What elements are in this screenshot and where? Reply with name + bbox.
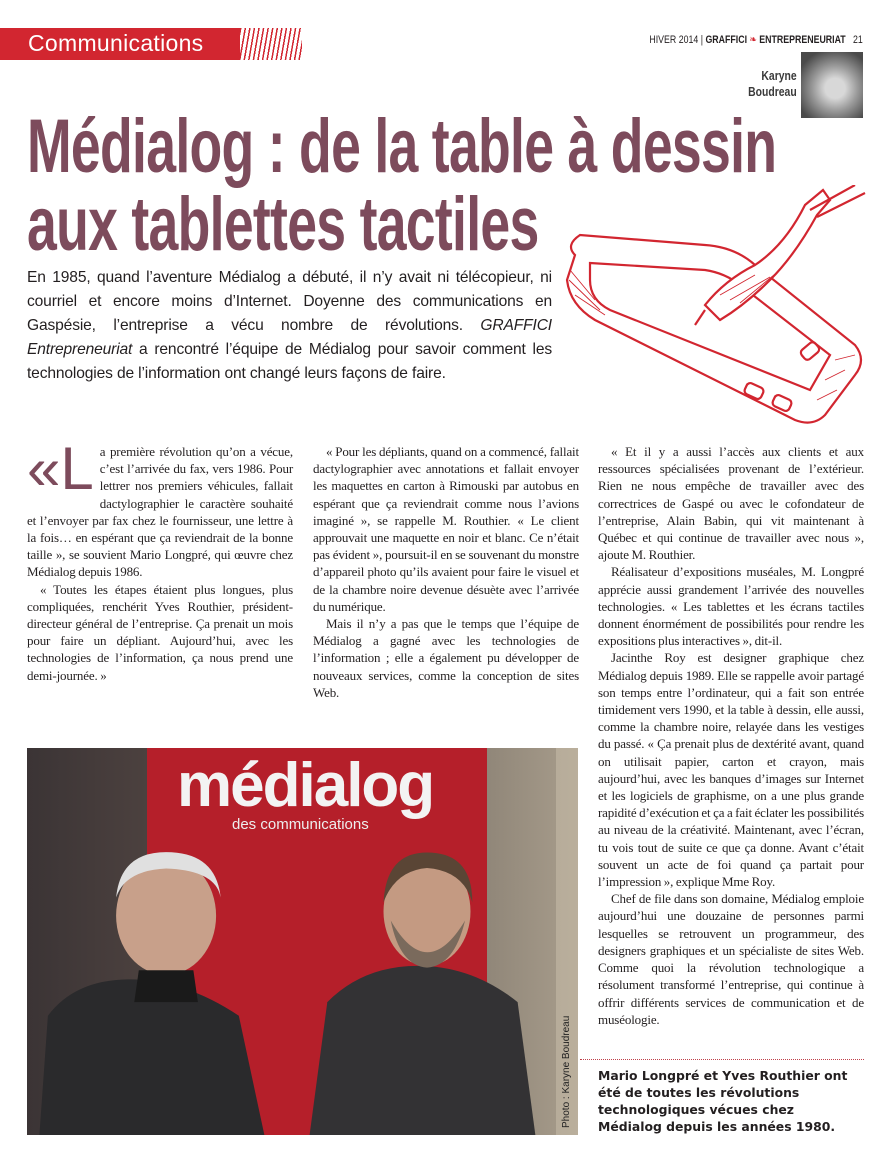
intro-text-end: a rencontré l’équipe de Médialog pour savoir comment les technologies de l’information ont changé leurs façons de faire.	[27, 341, 552, 382]
paragraph: « Pour les dépliants, quand on a commencé, fallait dactylographier avec annotations et fallait envoyer les maquettes en carton à Rimouski par autobus en espérant que ça reviendrait comme nous l’avions imaginé », se rappelle M. Routhier. « Le client approuvait une maquette en noir et blanc. Ce n’était pas évident », poursuit-il en se souvenant du monstre d’appareil photo qu’ils avaient pour faire le visuel et de la chambre noire devenue désuète avec l’arrivée du numérique.	[313, 444, 579, 614]
article-column-3	[598, 443, 864, 1028]
person-yves-routhier	[297, 848, 557, 1135]
publication-name: GRAFFICI Entrepreneuriat	[27, 317, 552, 358]
paragraph: Jacinthe Roy est designer graphique chez Médialog depuis 1989. Elle se rappelle avoir partagé son temps entre l’ordinateur, qui a fait son entrée timidement vers 1990, et la table à dessin, elle aussi, comme la chambre noire, relayée dans les vestiges du passé. « Ça prenait plus de dextérité avant, quand on utilisait papier, carton et crayon, mais aujourd’hui, avec les banques d’images sur Internet et les logiciels de graphisme, on a une plus grande rapidité d’exécution et ça a fait éclater les possibilités au niveau de la créativité. Maintenant, avec l’écran, tu vois tout de suite ce que ça donne. Avant c’était souvent un acte de foi quand ça partait pour l’impression », explique Mme Roy.	[598, 650, 864, 890]
section-banner	[0, 28, 240, 60]
title-line-1: Médialog : de la table à dessin	[27, 104, 777, 189]
drop-cap: «L	[27, 435, 94, 502]
author-photo	[801, 52, 863, 118]
section-label: Communications	[28, 30, 204, 56]
paragraph: « Et il y a aussi l’accès aux clients et aux ressources spécialisées provenant de l’extérieur. Rien ne nous empêche de travailler avec des correctrices de Gaspé ou avec le cofondateur de l’entreprise, Alain Babin, qui vit maintenant à Québec et qui continue de travailler avec nous », ajoute M. Routhier.	[598, 444, 864, 563]
paragraph: a première révolution qu’on a vécue, c’est l’arrivée du fax, vers 1986. Pour lettrer nos premiers véhicules, fallait dactylographier le caractère souhaité et l’envoyer par fax chez le fournisseur, une lettre à la fois… en espérant que ça reviendrait de la bonne taille », se souvient Mario Longpré, qui œuvre chez Médialog depuis 1986.	[27, 444, 293, 580]
author-last-name: Boudreau	[748, 84, 797, 99]
issue-label: HIVER 2014 |	[649, 34, 704, 46]
photo-wall-logo: médialog	[177, 751, 434, 820]
title-line-2: aux tablettes tactiles	[27, 182, 539, 267]
author-first-name: Karyne	[761, 68, 797, 83]
article-photo	[27, 748, 578, 1135]
author-byline	[748, 68, 797, 100]
intro-text: En 1985, quand l’aventure Médialog a débuté, il n’y avait ni télécopieur, ni courriel et encore moins d’Internet. Doyenne des communications en Gaspésie, l’entreprise a vécu nombre de révolutions.	[27, 269, 552, 334]
banner-stripes	[240, 28, 302, 60]
page-folio	[650, 33, 863, 46]
paragraph: Réalisateur d’expositions muséales, M. Longpré apprécie aussi grandement l’arrivée des nouvelles technologies. « Les tablettes et les écrans tactiles donnent énormément de possibilités pour rendre les expositions plus interactives », dit-il.	[598, 564, 864, 649]
article-column-2	[313, 443, 579, 701]
paragraph: Mais il n’y a pas que le temps que l’équipe de Médialog a gagné avec les technologies de l’information ; elle a également pu développer de nouveaux services, comme la conception de sites Web.	[313, 616, 579, 700]
photo-credit: Photo : Karyne Boudreau	[561, 1015, 572, 1128]
brand-part-2: ENTREPRENEURIAT	[759, 34, 846, 46]
paragraph: « Toutes les étapes étaient plus longues, plus compliquées, renchérit Yves Routhier, président-directeur général de l’entreprise. Ça prenait un mois pour faire un dépliant. Aujourd’hui, avec les technologies de l’information, ça nous prend une demi-journée. »	[27, 581, 293, 683]
photo-wall-subtitle: des communications	[232, 816, 369, 833]
person-mario-longpre	[27, 843, 287, 1135]
caption-divider	[580, 1059, 864, 1060]
brand-part-1: GRAFFICI	[705, 34, 748, 46]
page-number: 21	[853, 34, 863, 46]
article-intro	[27, 266, 552, 386]
leaf-icon: ❧	[749, 34, 758, 46]
photo-caption: Mario Longpré et Yves Routhier ont été de toutes les révolutions technologiques vécues chez Médialog depuis les années 1980.	[598, 1068, 848, 1134]
paragraph: Chef de file dans son domaine, Médialog emploie aujourd’hui une douzaine de personnes parmi lesquelles se retrouvent un programmeur, des designers graphiques et un spécialiste de sites Web. Comme quoi la révolution technologique a résolument transformé l’entreprise, qui continue à offrir différents services de communication et de muséologie.	[598, 891, 864, 1027]
article-column-1	[27, 435, 293, 684]
tablet-drawing-illustration	[555, 185, 870, 430]
